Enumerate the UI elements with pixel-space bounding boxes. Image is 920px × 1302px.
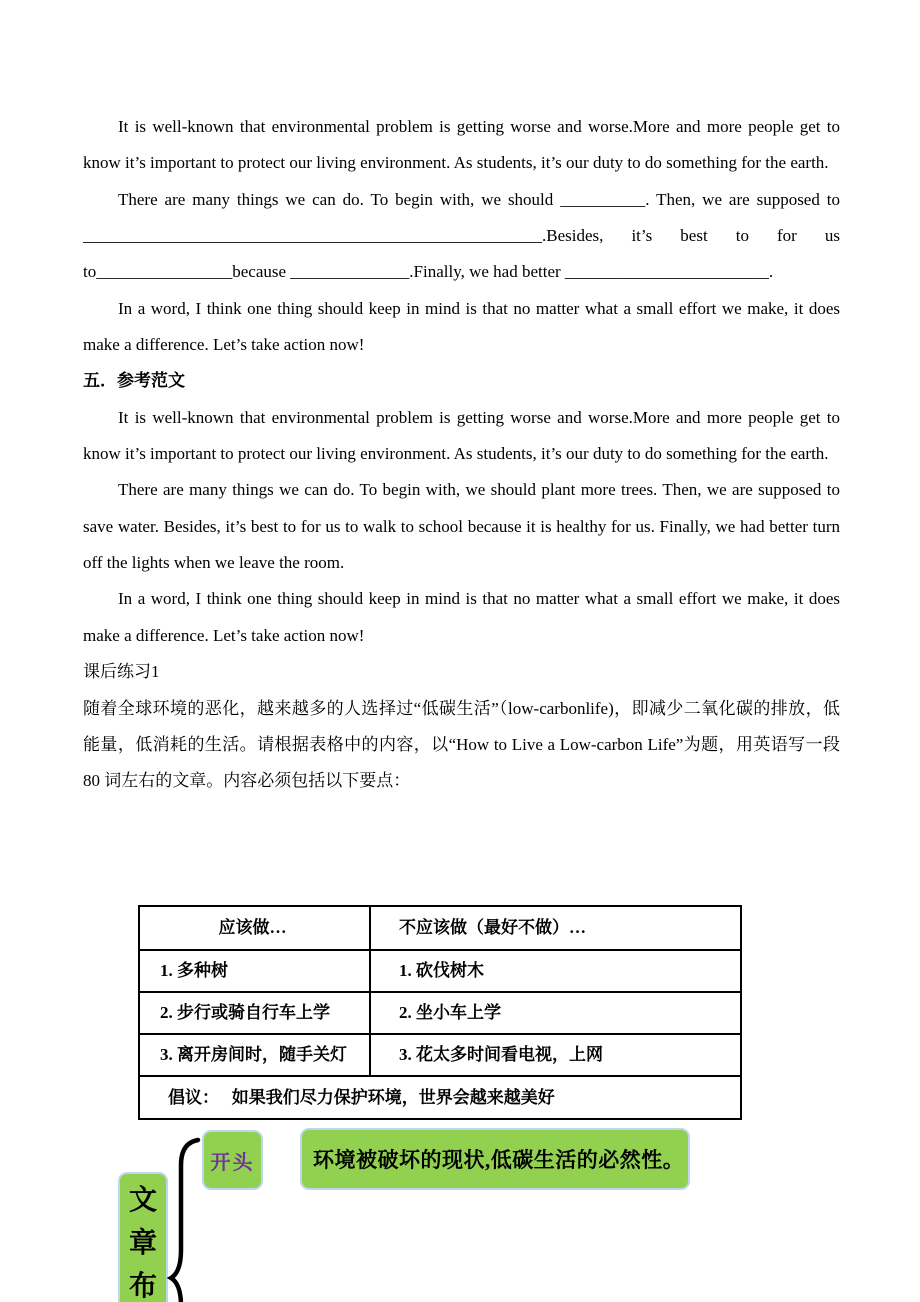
- exercise-heading: 课后练习1: [83, 662, 160, 682]
- table-header-should-not-do: 不应该做（最好不做）…: [370, 906, 741, 950]
- diagram-node-text: 环境被破坏的现状,低碳生活的必然性。: [300, 1128, 690, 1190]
- table-header-row: [139, 906, 741, 950]
- table-footer-proposal: 倡议： 如果我们尽力保护环境，世界会越来越美好: [139, 1076, 741, 1119]
- reference-essay-paragraph-2: There are many things we can do. To begin with, we should plant more trees. Then, we are supposed to save water. Besides, it’s best to for us to walk to school because it is healthy for us. Finally, we had better turn off the lights when we leave the room.: [83, 480, 840, 573]
- essay-template-paragraph-3: In a word, I think one thing should keep in mind is that no matter what a small effort we make, it does make a difference. Let’s take action now!: [83, 298, 840, 355]
- reference-essay-heading: 五．参考范文: [83, 371, 185, 391]
- table-cell-dont-2: 2. 坐小车上学: [370, 992, 741, 1034]
- vertical-label-char-2: 章: [128, 1228, 157, 1259]
- vertical-label-char-3: 布: [128, 1271, 157, 1302]
- diagram-node-kaitou: 开头: [202, 1130, 263, 1190]
- table-footer-row: [139, 1076, 741, 1119]
- table-row: [139, 950, 741, 992]
- table-cell-do-3: 3. 离开房间时，随手关灯: [139, 1034, 370, 1076]
- essay-template-paragraph-1: It is well-known that environmental problem is getting worse and worse.More and more people get to know it’s important to protect our living environment. As students, it’s our duty to do something for the earth.: [83, 117, 840, 173]
- reference-essay-paragraph-3: In a word, I think one thing should keep in mind is that no matter what a small effort we make, it does make a difference. Let’s take action now!: [83, 589, 840, 645]
- table-cell-dont-1: 1. 砍伐树木: [370, 950, 741, 992]
- essay-template-paragraph-2: There are many things we can do. To begin with, we should __________. Then, we are supposed to ______________________________________________________.Besides, it’s best to for us to________________because ______________.Finally, we had better ________________________.: [83, 189, 840, 282]
- table-header-should-do: 应该做…: [139, 906, 370, 950]
- document-body: [83, 109, 840, 909]
- table-row: [139, 1034, 741, 1076]
- table-cell-dont-3: 3. 花太多时间看电视，上网: [370, 1034, 741, 1076]
- table-row: [139, 992, 741, 1034]
- low-carbon-table: [138, 905, 742, 1120]
- vertical-label-char-1: 文: [128, 1185, 157, 1216]
- reference-essay-paragraph-1: It is well-known that environmental problem is getting worse and worse.More and more people get to know it’s important to protect our living environment. As students, it’s our duty to do something for the earth.: [83, 407, 840, 464]
- table-cell-do-2: 2. 步行或骑自行车上学: [139, 992, 370, 1034]
- table-cell-do-1: 1. 多种树: [139, 950, 370, 992]
- exercise-intro: 随着全球环境的恶化，越来越多的人选择过“低碳生活”（low-carbonlife)，即减少二氧化碳的排放，低能量，低消耗的生活。请根据表格中的内容，以“How to Live a Low-carbon Life”为题，用英语写一段80 词左右的文章。内容必须包括以下要点：: [83, 698, 840, 791]
